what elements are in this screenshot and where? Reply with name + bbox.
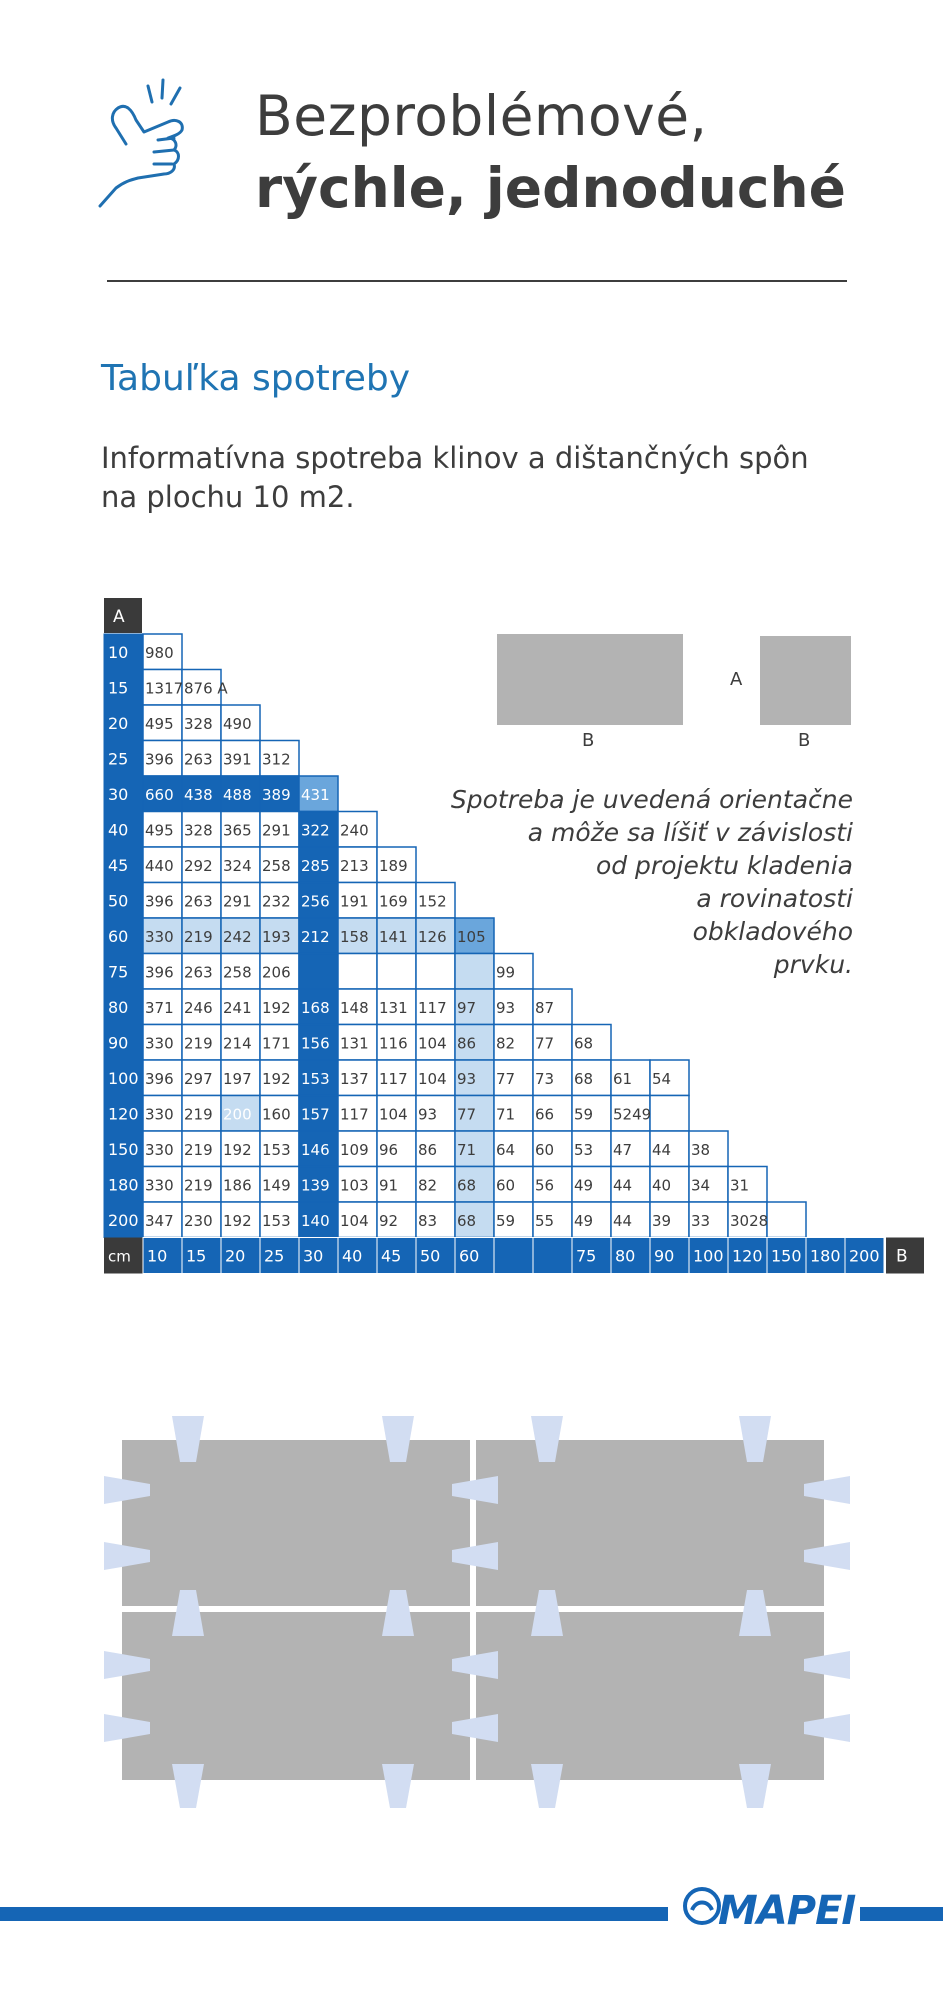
table-value: 68 [457,1212,477,1230]
table-value: 140 [301,1212,330,1230]
table-cell [650,1096,689,1132]
table-value: 660 [145,786,174,804]
table-value: 86 [457,1034,477,1053]
table-value: 328 [184,715,213,733]
table-value: 131 [379,999,408,1017]
table-value: 186 [223,1176,252,1195]
table-value: 93 [457,1070,477,1088]
table-value: 149 [262,1176,291,1195]
table-value: 219 [184,928,213,946]
table-value: 77 [535,1034,555,1053]
table-value: 96 [379,1141,399,1159]
column-header-label: 40 [342,1246,363,1266]
table-value: 61 [613,1070,633,1088]
table-value: 87 [535,999,555,1017]
table-value: 263 [184,963,213,982]
table-cell [338,954,377,990]
table-value: 39 [652,1212,672,1230]
table-value: 438 [184,786,213,804]
table-value: 54 [652,1070,672,1088]
spacer-wedge [531,1764,563,1808]
legend-b-label: B [582,730,595,751]
row-header-label: 150 [108,1140,139,1159]
note-line-3: od projektu kladenia [595,851,853,880]
table-value: 104 [418,1034,447,1053]
table-value: 116 [379,1034,408,1053]
table-value: 5249 [613,1105,652,1124]
table-value: 189 [379,857,408,875]
table-value: 103 [340,1176,369,1195]
row-header-label: 40 [108,820,129,840]
table-value: 197 [223,1070,252,1088]
table-value: 322 [301,821,330,840]
note-line-6: prvku. [773,950,853,979]
tile [122,1440,470,1606]
table-value: 104 [340,1212,369,1230]
table-value: 256 [301,892,330,911]
table-value: 148 [340,999,369,1017]
table-cell [455,954,494,990]
table-value: 396 [145,750,174,769]
mapei-logo-icon [682,1886,722,1926]
row-header-label: 180 [108,1175,139,1195]
row-header-label: 200 [108,1211,139,1230]
table-value: 153 [262,1212,291,1230]
table-value: 157 [301,1105,330,1124]
tile-spacer-illustration [0,1400,943,1820]
table-value: 109 [340,1141,369,1159]
table-value: 93 [496,999,516,1017]
title-line-1: Bezproblémové, [255,84,708,148]
table-value: 153 [301,1070,330,1088]
corner-a-label: A [113,607,125,627]
note-line-1: Spotreba je uvedená orientačne [450,785,853,814]
table-value: 59 [496,1212,516,1230]
table-cell [299,954,338,990]
row-header-label: 45 [108,856,129,875]
table-value: 219 [184,1176,213,1195]
note-line-4: a rovinatosti [696,884,853,913]
table-value: 285 [301,857,330,875]
table-value: 292 [184,857,213,875]
table-value: 495 [145,715,174,733]
table-value: 488 [223,786,252,804]
table-value: 330 [145,928,174,946]
table-value: 396 [145,892,174,911]
table-value: 153 [262,1141,291,1159]
note-line-2: a môže sa líšiť v závislosti [527,818,853,847]
table-value: 160 [262,1105,291,1124]
table-value: 137 [340,1070,369,1088]
row-header-label: 90 [108,1033,129,1053]
table-value: 312 [262,750,291,769]
table-value: 49 [574,1212,594,1230]
table-value: 139 [301,1176,330,1195]
note-line-5: obkladového [692,917,853,946]
column-header-label: 150 [771,1246,802,1266]
table-value: 371 [145,999,174,1017]
table-value: 291 [262,821,291,840]
table-value: 330 [145,1105,174,1124]
table-value: 105 [457,928,486,946]
row-header-label: 15 [108,678,129,698]
table-value: 192 [262,999,291,1017]
spacer-wedge [382,1764,414,1808]
table-value: 91 [379,1176,399,1195]
table-value: 117 [418,999,447,1017]
table-value: 44 [652,1141,672,1159]
table-value: 206 [262,963,291,982]
table-value: 258 [262,857,291,875]
column-header-label: 80 [615,1246,636,1266]
table-value: 60 [535,1141,555,1159]
table-value: 146 [301,1141,330,1159]
legend-rect-wide [497,634,683,725]
brand-name: MAPEI [718,1888,856,1934]
table-cell [767,1202,806,1238]
column-header-label: 60 [459,1246,480,1266]
table-value: 240 [340,821,369,840]
row-header-label: 10 [108,643,129,662]
table-value: 158 [340,928,369,946]
table-value: 440 [145,857,174,875]
table-value: 1317 [145,679,184,698]
table-value: 330 [145,1141,174,1159]
column-header-label: 15 [186,1246,207,1266]
footer-bar [860,1907,943,1921]
table-value: 97 [457,999,477,1017]
table-value: 68 [574,1034,594,1053]
table-value: 324 [223,857,252,875]
table-value: 83 [418,1212,438,1230]
row-header-label: 80 [108,998,129,1017]
row-header-label: 100 [108,1069,139,1088]
table-value: 77 [457,1105,477,1124]
table-value: 192 [223,1212,252,1230]
table-value: 391 [223,750,252,769]
column-header-label: 90 [654,1246,675,1266]
column-header [533,1238,572,1274]
row-header-label: 30 [108,785,129,804]
table-value: 980 [145,644,174,662]
spacer-wedge [739,1764,771,1808]
table-value: 232 [262,892,291,911]
table-value: 396 [145,1070,174,1088]
table-value: 241 [223,999,252,1017]
table-value: 93 [418,1105,438,1124]
column-header-label: 100 [693,1246,724,1266]
row-header-label: 25 [108,749,129,769]
unit-label: cm [108,1247,131,1266]
table-value: 82 [496,1034,516,1053]
table-value: 230 [184,1212,213,1230]
table-value: 60 [496,1176,516,1195]
table-value: 44 [613,1176,633,1195]
table-value: 33 [691,1212,711,1230]
table-value: 56 [535,1176,555,1195]
table-value: 156 [301,1034,330,1053]
tile [476,1612,824,1780]
title-line-2: rýchle, jednoduché [255,156,846,220]
footer-bar [0,1907,668,1921]
table-value: 77 [496,1070,516,1088]
table-value: 82 [418,1176,438,1195]
legend-rect-square [760,636,851,725]
table-value: 219 [184,1105,213,1124]
table-value: 47 [613,1141,633,1159]
table-value: 396 [145,963,174,982]
table-value: 86 [418,1141,438,1159]
table-value: 99 [496,963,516,982]
table-value: 117 [340,1105,369,1124]
table-value: 431 [301,786,330,804]
table-value: 3028 [730,1212,769,1230]
spacer-wedge [172,1764,204,1808]
table-value: 291 [223,892,252,911]
table-value: 40 [652,1176,672,1195]
legend-a-label: A [730,669,743,690]
column-header-label: 120 [732,1246,763,1266]
table-cell [416,954,455,990]
intro-text-line-1: Informatívna spotreba klinov a dištančných spôn [101,441,809,475]
column-header-label: 50 [420,1246,441,1266]
column-header-label: 10 [147,1246,168,1266]
table-value: 104 [418,1070,447,1088]
table-value: 71 [496,1105,516,1124]
row-header-label: 60 [108,927,129,946]
table-value: 876 A [184,679,228,698]
table-value: 192 [262,1070,291,1088]
table-value: 328 [184,821,213,840]
table-value: 66 [535,1105,555,1124]
table-value: 200 [223,1105,252,1124]
table-value: 297 [184,1070,213,1088]
table-value: 152 [418,892,447,911]
table-value: 219 [184,1034,213,1053]
table-value: 171 [262,1034,291,1053]
table-value: 68 [457,1176,477,1195]
table-value: 44 [613,1212,633,1230]
table-value: 191 [340,892,369,911]
table-value: 117 [379,1070,408,1088]
table-value: 168 [301,999,330,1017]
table-value: 38 [691,1141,711,1159]
table-value: 92 [379,1212,399,1230]
column-header-label: 45 [381,1246,402,1266]
corner-b-label: B [896,1246,908,1267]
section-title: Tabuľka spotreby [101,358,411,399]
table-value: 71 [457,1141,477,1159]
table-value: 213 [340,857,369,875]
table-value: 258 [223,963,252,982]
column-header [494,1238,533,1274]
table-value: 34 [691,1176,711,1195]
row-header-label: 75 [108,962,129,982]
table-cell [377,954,416,990]
table-value: 73 [535,1070,555,1088]
table-value: 169 [379,892,408,911]
table-value: 330 [145,1034,174,1053]
table-value: 263 [184,750,213,769]
table-value: 365 [223,821,252,840]
tile [476,1440,824,1606]
table-value: 49 [574,1176,594,1195]
column-header-label: 20 [225,1246,246,1266]
column-header-label: 200 [849,1246,880,1266]
table-value: 212 [301,928,330,946]
table-value: 242 [223,928,252,946]
table-value: 495 [145,821,174,840]
table-value: 53 [574,1141,594,1159]
table-value: 126 [418,928,447,946]
column-header-label: 75 [576,1246,597,1266]
table-value: 192 [223,1141,252,1159]
legend-b-label: B [798,730,811,751]
tile [122,1612,470,1780]
table-value: 347 [145,1212,174,1230]
table-value: 330 [145,1176,174,1195]
table-value: 246 [184,999,213,1017]
table-value: 389 [262,786,291,804]
table-value: 59 [574,1105,594,1124]
table-value: 131 [340,1034,369,1053]
row-header-label: 20 [108,714,129,733]
column-header-label: 30 [303,1246,324,1266]
row-header-label: 120 [108,1104,139,1124]
table-value: 55 [535,1212,555,1230]
table-value: 219 [184,1141,213,1159]
table-value: 263 [184,892,213,911]
table-value: 141 [379,928,408,946]
table-value: 193 [262,928,291,946]
column-header-label: 180 [810,1246,841,1266]
table-value: 68 [574,1070,594,1088]
table-value: 214 [223,1034,252,1053]
table-value: 31 [730,1176,750,1195]
intro-text-line-2: na plochu 10 m2. [101,480,355,514]
column-header-label: 25 [264,1246,285,1266]
table-value: 490 [223,715,252,733]
table-value: 104 [379,1105,408,1124]
row-header-label: 50 [108,891,129,911]
table-value: 64 [496,1141,516,1159]
